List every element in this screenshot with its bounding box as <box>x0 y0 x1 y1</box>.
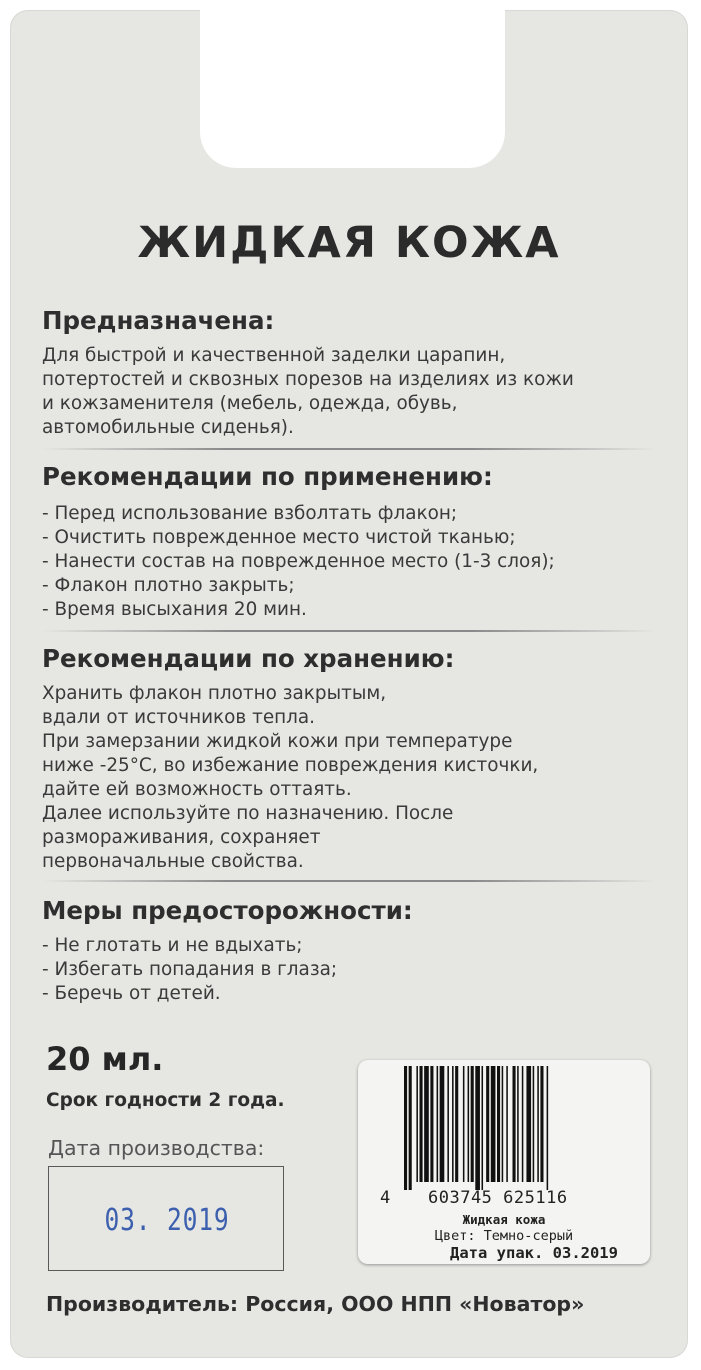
precautions-text <box>42 934 337 1006</box>
usage-heading: Рекомендации по применению: <box>42 462 493 491</box>
storage-line: дайте ей возможность оттаять. <box>42 779 352 800</box>
purpose-line: автомобильные сиденья). <box>42 417 294 438</box>
purpose-line: и кожзаменителя (мебель, одежда, обувь, <box>42 393 458 414</box>
shelf-life: Срок годности 2 года. <box>46 1090 285 1111</box>
hang-hole <box>200 10 505 168</box>
precautions-heading: Меры предосторожности: <box>42 896 413 925</box>
barcode-sticker <box>358 1060 650 1264</box>
barcode-number: 603745 625116 <box>428 1188 568 1208</box>
purpose-line: потертостей и сквозных порезов на изделиях из кожи <box>42 369 574 390</box>
package-card <box>10 10 688 1358</box>
production-date-box <box>48 1166 284 1271</box>
precautions-line: - Избегать попадания в глаза; <box>42 959 338 980</box>
storage-line: вдали от источников тепла. <box>42 707 316 728</box>
barcode-prefix: 4 <box>380 1188 391 1208</box>
sticker-product: Жидкая кожа <box>462 1212 546 1227</box>
storage-line: ниже -25°С, во избежание повреждения кисточки, <box>42 755 539 776</box>
precautions-line: - Не глотать и не вдыхать; <box>42 935 303 956</box>
usage-line: - Флакон плотно закрыть; <box>42 575 295 596</box>
product-title: ЖИДКАЯ КОЖА <box>137 218 561 268</box>
usage-line: - Очистить поврежденное место чистой тканью; <box>42 527 516 548</box>
production-date-label: Дата производства: <box>48 1136 265 1160</box>
storage-line: размораживания, сохраняет <box>42 827 321 848</box>
storage-text <box>42 682 538 874</box>
sticker-color: Цвет: Темно-серый <box>434 1228 574 1244</box>
divider <box>42 880 656 882</box>
precautions-line: - Беречь от детей. <box>42 983 221 1004</box>
production-date-stamp: 03. 2019 <box>104 1203 230 1238</box>
usage-line: - Время высыхания 20 мин. <box>42 599 307 620</box>
storage-line: Хранить флакон плотно закрытым, <box>42 683 387 704</box>
purpose-line: Для быстрой и качественной заделки царапин, <box>42 345 506 366</box>
divider <box>42 630 656 632</box>
storage-line: первоначальные свойства. <box>42 851 304 872</box>
purpose-heading: Предназначена: <box>42 306 275 335</box>
manufacturer: Производитель: Россия, ООО НПП «Новатор» <box>46 1292 585 1316</box>
storage-heading: Рекомендации по хранению: <box>42 644 455 673</box>
storage-line: Далее используйте по назначению. После <box>42 803 454 824</box>
storage-line: При замерзании жидкой кожи при температуре <box>42 731 513 752</box>
usage-text <box>42 502 555 622</box>
barcode-image <box>400 1066 618 1206</box>
usage-line: - Нанести состав на поврежденное место (1-3 слоя); <box>42 551 555 572</box>
volume: 20 мл. <box>46 1040 164 1078</box>
divider <box>42 448 656 450</box>
sticker-pack-date: Дата упак. 03.2019 <box>450 1244 618 1262</box>
purpose-text <box>42 344 574 440</box>
usage-line: - Перед использование взболтать флакон; <box>42 503 458 524</box>
